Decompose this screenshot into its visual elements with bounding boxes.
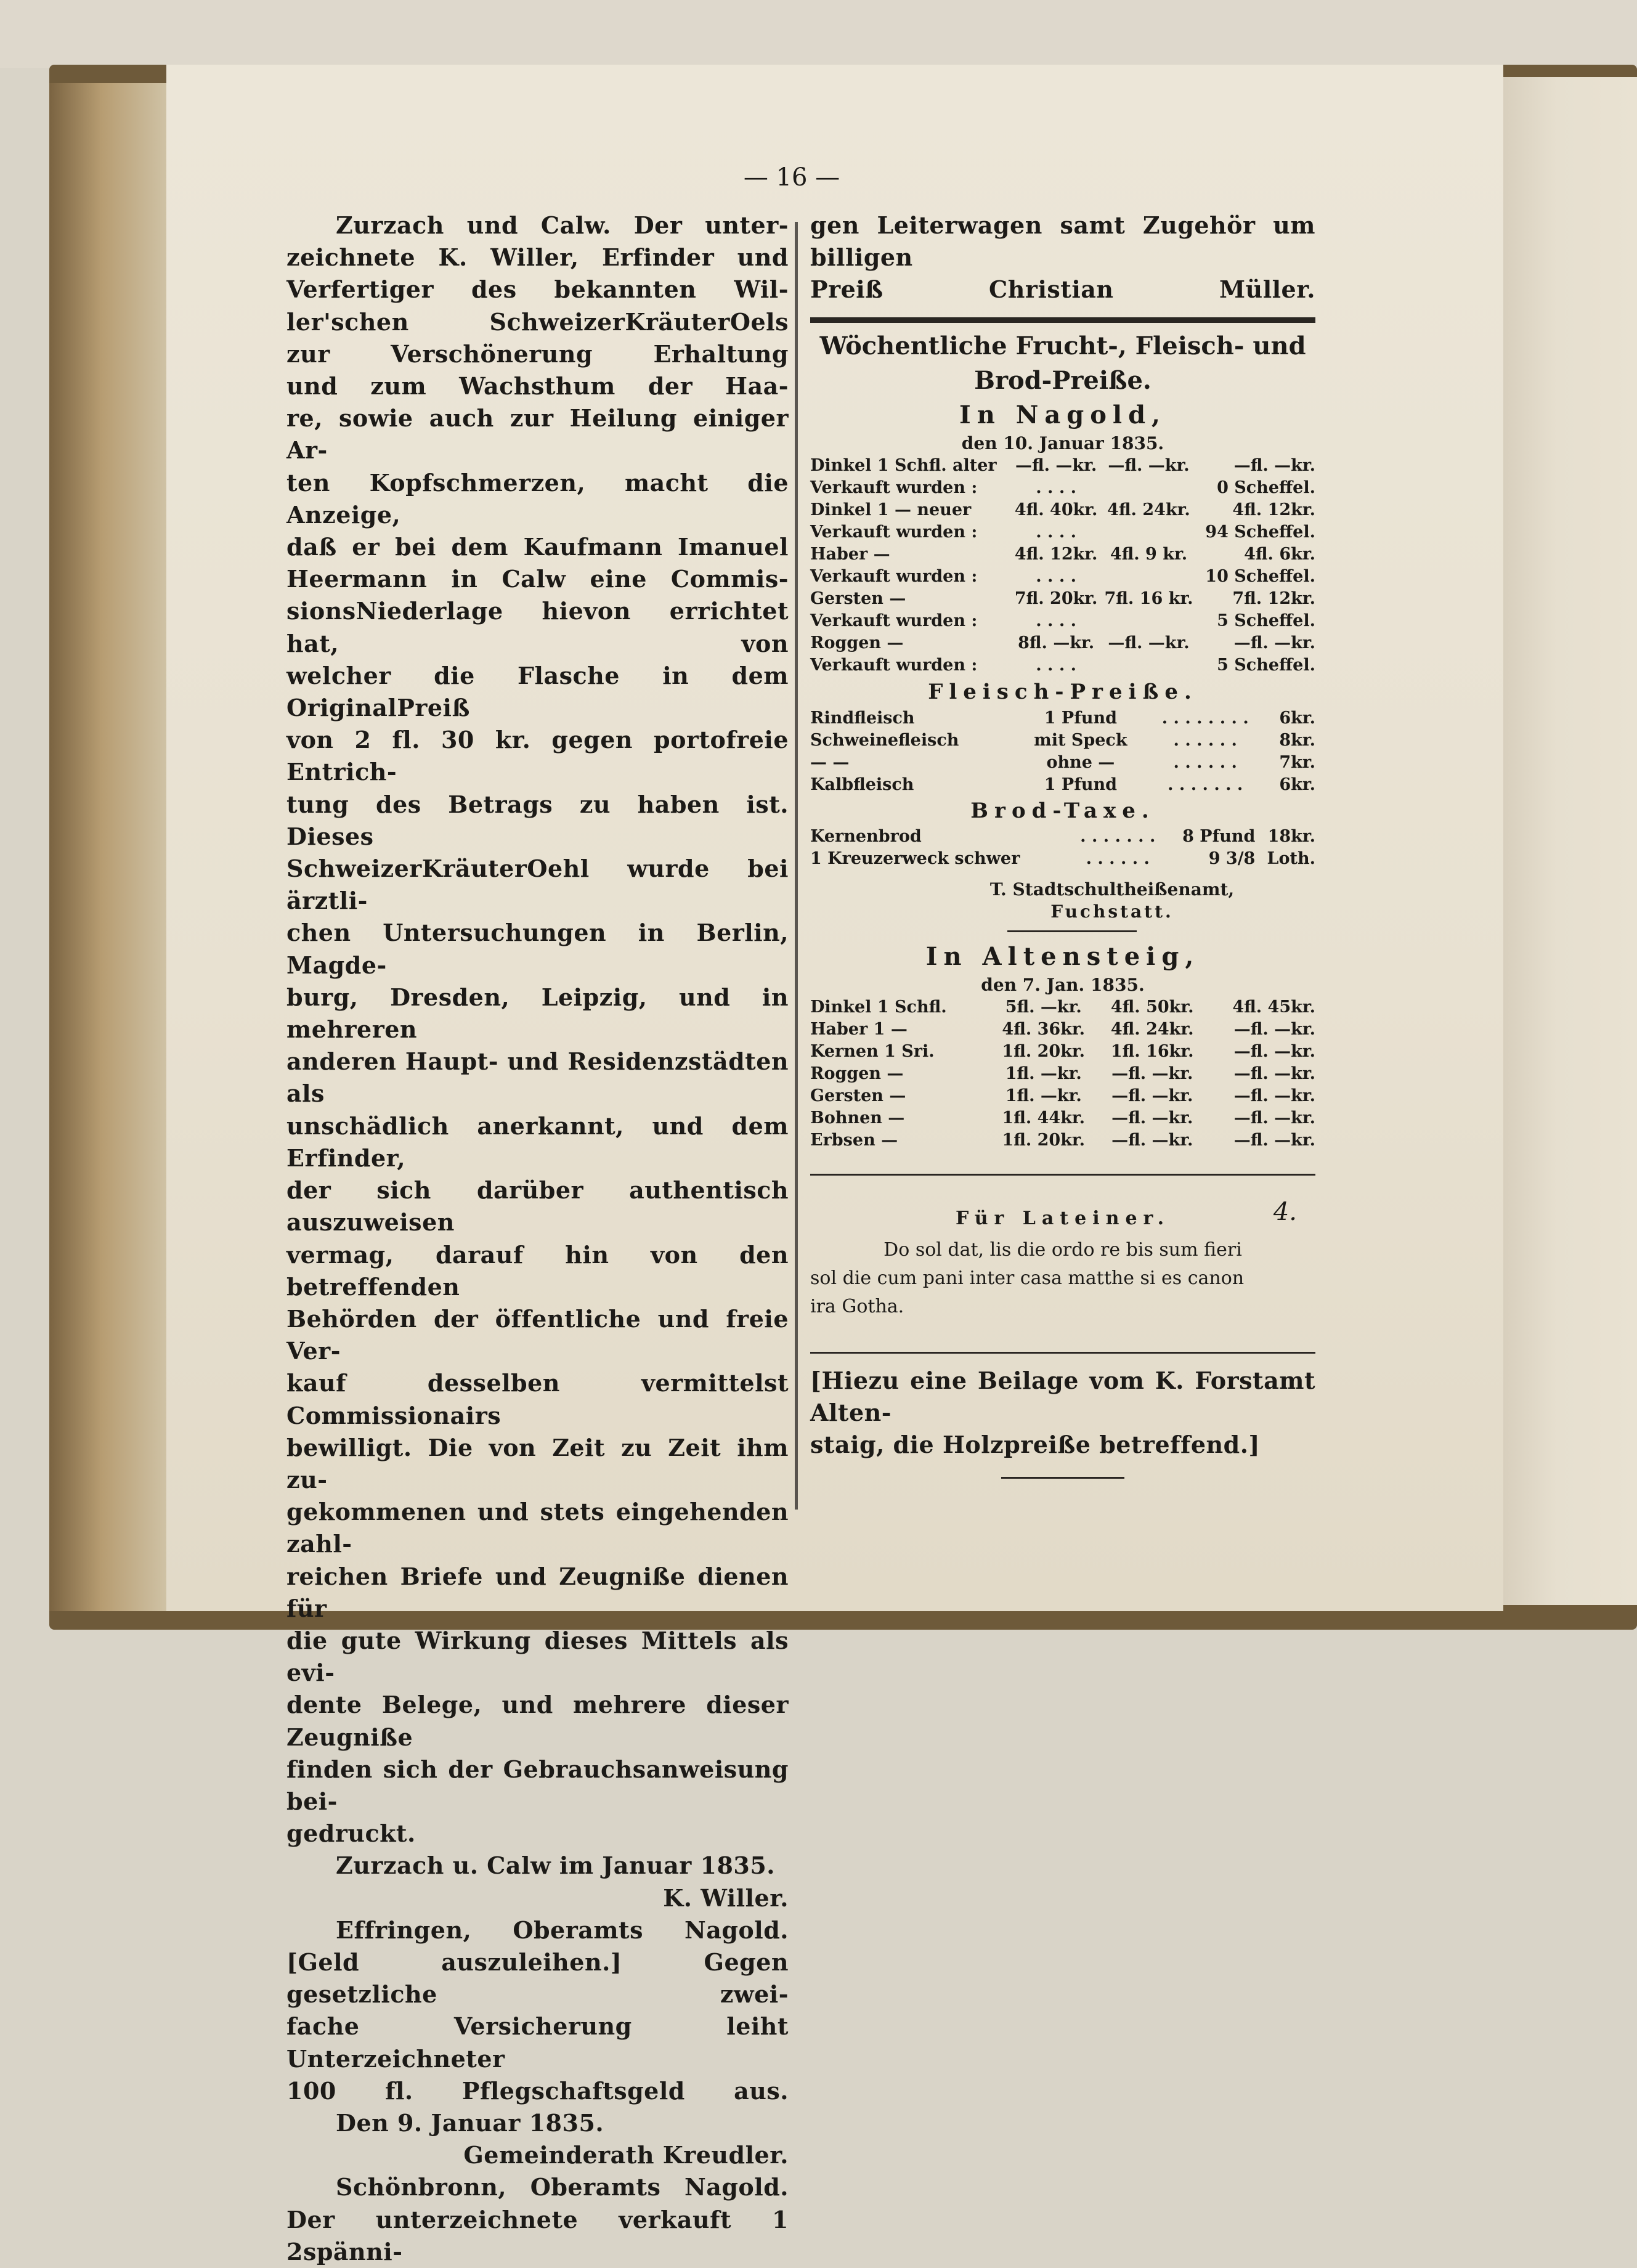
willer-sign-place: Zurzach u. Calw im Januar 1835. xyxy=(336,1851,776,1880)
altensteig-grain-cell: —fl. —kr. xyxy=(1111,1130,1193,1150)
brod-heading: Brod-Taxe. xyxy=(970,798,1155,823)
willer-advertisement-line: die gute Wirkung dieses Mittels als evi- xyxy=(286,1626,789,1687)
meat-price-cell: . . . . . . . xyxy=(1168,774,1243,794)
altensteig-grain-cell: —fl. —kr. xyxy=(1233,1086,1315,1105)
altensteig-grain-cell: 1fl. 20kr. xyxy=(1002,1041,1086,1061)
willer-advertisement-line: der sich darüber authentisch auszuweisen xyxy=(286,1176,789,1237)
nagold-grain-row xyxy=(810,566,1315,588)
willer-advertisement-line: bewilligt. Die von Zeit zu Zeit ihm zu- xyxy=(286,1433,789,1494)
altensteig-grain-cell: —fl. —kr. xyxy=(1233,1108,1315,1128)
latein-line-2: sol die cum pani inter casa matthe si es canon xyxy=(810,1267,1245,1289)
willer-advertisement-line: dente Belege, und mehrere dieser Zeugniße xyxy=(286,1691,789,1751)
nagold-grain-row xyxy=(810,477,1315,499)
willer-advertisement-line: ler'schen SchweizerKräuterOels xyxy=(286,307,789,336)
altensteig-grain-cell: Roggen — xyxy=(810,1063,904,1083)
willer-advertisement-line: burg, Dresden, Leipzig, und in mehreren xyxy=(286,983,789,1044)
effringen-notice xyxy=(286,1914,789,2107)
nagold-heading: In Nagold, xyxy=(959,400,1166,429)
nagold-grain-cell: Verkauft wurden : xyxy=(810,566,978,586)
nagold-grain-cell: 5 Scheffel. xyxy=(1217,655,1315,675)
nagold-office: T. Stadtschultheißenamt, xyxy=(989,879,1235,900)
nagold-grain-row xyxy=(810,455,1315,477)
willer-advertisement-line: kauf desselben vermittelst Commissionairs xyxy=(286,1369,789,1429)
altensteig-grain-table xyxy=(810,996,1315,1152)
nagold-grain-cell: Haber — xyxy=(810,544,890,564)
meat-price-cell: . . . . . . xyxy=(1173,752,1237,772)
meat-price-cell: Rindfleisch xyxy=(810,708,915,728)
willer-advertisement-line: unschädlich anerkannt, und dem Erfinder, xyxy=(286,1112,789,1172)
nagold-grain-cell: Roggen — xyxy=(810,633,904,652)
section-rule-thin xyxy=(810,1174,1315,1176)
meat-price-cell: 7kr. xyxy=(1279,752,1315,772)
nagold-grain-cell: 7fl. 12kr. xyxy=(1232,588,1315,608)
nagold-grain-cell: 4fl. 24kr. xyxy=(1107,500,1190,519)
nagold-grain-cell: 0 Scheffel. xyxy=(1217,478,1315,497)
willer-advertisement-line: ten Kopfschmerzen, macht die Anzeige, xyxy=(286,468,789,529)
latein-number: 4. xyxy=(1273,1197,1297,1226)
willer-advertisement-line: Heermann in Calw eine Commis- xyxy=(286,565,789,593)
altensteig-grain-cell: 4fl. 45kr. xyxy=(1232,997,1315,1017)
backdrop xyxy=(0,0,1637,68)
beilage-line-2: staig, die Holzpreiße betreffend.] xyxy=(810,1431,1260,1459)
nagold-grain-cell xyxy=(1101,521,1196,543)
effringen-signature: Gemeinderath Kreudler. xyxy=(463,2141,789,2169)
nagold-grain-row xyxy=(810,499,1315,521)
willer-advertisement-line: gekommenen und stets eingehenden zahl- xyxy=(286,1498,789,1558)
willer-advertisement-line: reichen Briefe und Zeugniße dienen für xyxy=(286,1562,789,1622)
effringen-notice-line: fache Versicherung leiht Unterzeichneter xyxy=(286,2012,789,2073)
meat-price-row xyxy=(810,707,1315,730)
willer-advertisement xyxy=(286,209,789,1850)
bread-price-cell: 9 3/8 xyxy=(1208,848,1256,868)
schoenbronn-notice-line: Der unterzeichnete verkauft 1 2spänni- xyxy=(286,2205,789,2266)
altensteig-grain-cell: —fl. —kr. xyxy=(1111,1108,1193,1128)
altensteig-grain-cell: —fl. —kr. xyxy=(1111,1063,1193,1083)
nagold-grain-cell: —fl. —kr. xyxy=(1233,633,1315,652)
willer-sign-name: K. Willer. xyxy=(663,1884,789,1912)
beilage-line-1: [Hiezu eine Beilage vom K. Forstamt Alten- xyxy=(810,1366,1315,1426)
willer-advertisement-line: welcher die Flasche in dem OriginalPreiß xyxy=(286,661,789,722)
nagold-grain-cell: Verkauft wurden : xyxy=(810,655,978,675)
column-divider xyxy=(795,222,798,1510)
willer-advertisement-line: SchweizerKräuterOehl wurde bei ärztli- xyxy=(286,855,789,915)
altensteig-grain-cell: —fl. —kr. xyxy=(1233,1063,1315,1083)
meat-price-table xyxy=(810,707,1315,796)
altensteig-grain-row xyxy=(810,1107,1315,1129)
schoenbronn-notice xyxy=(286,2171,789,2268)
meat-price-cell: 1 Pfund xyxy=(1044,708,1117,728)
book-spine xyxy=(49,83,166,1611)
meat-price-cell: 1 Pfund xyxy=(1044,774,1117,794)
bread-price-table xyxy=(810,826,1315,870)
latein-line-1: Do sol dat, lis die ordo re bis sum fieri xyxy=(883,1238,1242,1261)
altensteig-grain-cell: 1fl. 20kr. xyxy=(1002,1130,1086,1150)
altensteig-grain-cell: Dinkel 1 Schfl. xyxy=(810,997,947,1017)
altensteig-grain-row xyxy=(810,1085,1315,1107)
meat-price-cell: . . . . . . . . xyxy=(1161,708,1249,728)
altensteig-grain-cell: —fl. —kr. xyxy=(1233,1041,1315,1061)
prices-subtitle: Brod-Preiße. xyxy=(974,365,1152,395)
meat-price-cell: Schweinefleisch xyxy=(810,730,959,750)
meat-price-cell: 6kr. xyxy=(1279,774,1315,794)
nagold-grain-cell: —fl. —kr. xyxy=(1015,455,1097,475)
meat-price-cell: 8kr. xyxy=(1279,730,1315,750)
bread-price-row xyxy=(810,826,1315,848)
altensteig-grain-cell: 4fl. 24kr. xyxy=(1110,1019,1194,1039)
altensteig-grain-cell: Bohnen — xyxy=(810,1108,905,1128)
bread-price-cell: 1 Kreuzerweck schwer xyxy=(810,848,1020,868)
nagold-grain-cell: 4fl. 9 kr. xyxy=(1110,544,1188,564)
nagold-grain-cell: Gersten — xyxy=(810,588,906,608)
meat-price-cell: Kalbfleisch xyxy=(810,774,914,794)
nagold-grain-cell: . . . . xyxy=(1036,655,1077,675)
effringen-notice-line: 100 fl. Pflegschaftsgeld aus. xyxy=(286,2076,789,2105)
willer-advertisement-line: anderen Haupt- und Residenzstädten als xyxy=(286,1047,789,1108)
short-rule xyxy=(1007,930,1137,932)
willer-advertisement-line: Verfertiger des bekannten Wil- xyxy=(286,275,789,304)
prices-title: Wöchentliche Frucht-, Fleisch- und xyxy=(819,331,1306,360)
nagold-grain-cell xyxy=(1101,566,1196,588)
closing-rule xyxy=(1001,1477,1124,1479)
altensteig-grain-cell: 1fl. 44kr. xyxy=(1002,1108,1086,1128)
bread-price-cell: . . . . . . . xyxy=(1080,826,1156,846)
altensteig-grain-cell: —fl. —kr. xyxy=(1233,1019,1315,1039)
bread-price-cell: . . . . . . xyxy=(1086,848,1150,868)
meat-price-cell: — — xyxy=(810,752,850,772)
willer-advertisement-line: gedruckt. xyxy=(286,1819,416,1848)
nagold-grain-cell: Verkauft wurden : xyxy=(810,522,978,542)
altensteig-grain-cell: Gersten — xyxy=(810,1086,906,1105)
meat-price-cell: . . . . . . xyxy=(1173,730,1237,750)
altensteig-grain-row xyxy=(810,1018,1315,1041)
nagold-grain-cell: . . . . xyxy=(1036,611,1077,630)
altensteig-grain-cell: 1fl. 16kr. xyxy=(1110,1041,1194,1061)
nagold-grain-cell: . . . . xyxy=(1036,566,1077,586)
latein-heading: Für Lateiner. xyxy=(955,1207,1171,1229)
nagold-grain-cell: 7fl. 20kr. xyxy=(1014,588,1098,608)
nagold-grain-cell: . . . . xyxy=(1036,478,1077,497)
willer-advertisement-line: zur Verschönerung Erhaltung xyxy=(286,339,789,368)
willer-advertisement-line: chen Untersuchungen in Berlin, Magde- xyxy=(286,919,789,979)
nagold-grain-cell xyxy=(1101,654,1196,677)
altensteig-grain-cell: —fl. —kr. xyxy=(1111,1086,1193,1105)
willer-advertisement-line: finden sich der Gebrauchsanweisung bei- xyxy=(286,1755,789,1815)
altensteig-grain-cell: Erbsen — xyxy=(810,1130,898,1150)
meat-price-cell: mit Speck xyxy=(1034,730,1127,750)
section-rule-thin-2 xyxy=(810,1352,1315,1354)
altensteig-grain-row xyxy=(810,1129,1315,1152)
effringen-notice-line: Effringen, Oberamts Nagold. xyxy=(336,1916,789,1944)
nagold-grain-row xyxy=(810,543,1315,566)
nagold-grain-row xyxy=(810,588,1315,610)
bread-price-cell: Loth. xyxy=(1267,848,1315,868)
nagold-grain-cell: Dinkel 1 Schfl. alter xyxy=(810,455,997,475)
altensteig-grain-row xyxy=(810,1041,1315,1063)
meat-price-row xyxy=(810,752,1315,774)
nagold-grain-cell: —fl. —kr. xyxy=(1108,633,1190,652)
altensteig-heading: In Altensteig, xyxy=(925,941,1200,971)
altensteig-grain-cell: —fl. —kr. xyxy=(1233,1130,1315,1150)
nagold-official: Fuchstatt. xyxy=(1050,901,1174,922)
willer-advertisement-line: Behörden der öffentliche und freie Ver- xyxy=(286,1304,789,1365)
nagold-grain-row xyxy=(810,632,1315,654)
altensteig-grain-row xyxy=(810,996,1315,1018)
nagold-grain-cell xyxy=(1101,610,1196,632)
schoenbronn-notice-line: Schönbronn, Oberamts Nagold. xyxy=(336,2173,789,2201)
nagold-grain-cell: Verkauft wurden : xyxy=(810,478,978,497)
nagold-grain-cell: 5 Scheffel. xyxy=(1217,611,1315,630)
willer-advertisement-line: tung des Betrags zu haben ist. Dieses xyxy=(286,790,789,850)
nagold-grain-cell: 4fl. 12kr. xyxy=(1232,500,1315,519)
willer-advertisement-line: re, sowie auch zur Heilung einiger Ar- xyxy=(286,404,789,465)
altensteig-grain-cell: 5fl. —kr. xyxy=(1005,997,1082,1017)
meat-price-row xyxy=(810,774,1315,796)
facing-page-edge xyxy=(1503,77,1637,1605)
willer-advertisement-line: vermag, darauf hin von den betreffenden xyxy=(286,1240,789,1301)
right-column xyxy=(810,209,1315,1486)
nagold-grain-cell: 4fl. 6kr. xyxy=(1244,544,1315,564)
left-column xyxy=(286,209,789,2268)
fleisch-heading: Fleisch-Preiße. xyxy=(928,679,1198,704)
nagold-grain-cell: 94 Scheffel. xyxy=(1205,522,1315,542)
nagold-grain-table xyxy=(810,455,1315,677)
meat-price-cell: ohne — xyxy=(1046,752,1115,772)
altensteig-grain-cell: Haber 1 — xyxy=(810,1019,908,1039)
nagold-grain-cell: . . . . xyxy=(1036,522,1077,542)
right-continuation-line-2: Preiß Christian Müller. xyxy=(810,275,1315,304)
nagold-grain-cell: 8fl. —kr. xyxy=(1018,633,1095,652)
altensteig-grain-cell: 4fl. 36kr. xyxy=(1002,1019,1086,1039)
nagold-grain-cell: —fl. —kr. xyxy=(1233,455,1315,475)
willer-advertisement-line: daß er bei dem Kaufmann Imanuel xyxy=(286,533,789,561)
nagold-date: den 10. Januar 1835. xyxy=(961,433,1164,453)
nagold-grain-cell: Dinkel 1 — neuer xyxy=(810,500,972,519)
willer-advertisement-line: sionsNiederlage hievon errichtet hat, von xyxy=(286,597,789,657)
nagold-grain-cell: 4fl. 40kr. xyxy=(1014,500,1098,519)
nagold-grain-row xyxy=(810,654,1315,677)
page-number: — 16 — xyxy=(743,163,840,192)
altensteig-grain-cell: 1fl. —kr. xyxy=(1005,1063,1082,1083)
altensteig-grain-cell: 1fl. —kr. xyxy=(1005,1086,1082,1105)
nagold-grain-cell xyxy=(1101,477,1196,499)
altensteig-grain-row xyxy=(810,1063,1315,1085)
meat-price-row xyxy=(810,730,1315,752)
bread-price-cell: Kernenbrod xyxy=(810,826,922,846)
latein-line-3: ira Gotha. xyxy=(810,1295,904,1317)
altensteig-grain-cell: 4fl. 50kr. xyxy=(1110,997,1194,1017)
willer-advertisement-line: und zum Wachsthum der Haa- xyxy=(286,372,789,400)
nagold-grain-cell: 10 Scheffel. xyxy=(1205,566,1315,586)
bread-price-row xyxy=(810,848,1315,870)
nagold-grain-row xyxy=(810,610,1315,632)
section-rule xyxy=(810,317,1315,323)
right-continuation-line-1: gen Leiterwagen samt Zugehör um billigen xyxy=(810,211,1315,272)
bread-price-cell: 8 Pfund xyxy=(1182,826,1256,846)
effringen-date: Den 9. Januar 1835. xyxy=(336,2108,604,2137)
bread-price-cell: 18kr. xyxy=(1267,826,1315,846)
willer-advertisement-line: zeichnete K. Willer, Erfinder und xyxy=(286,243,789,272)
nagold-grain-row xyxy=(810,521,1315,543)
meat-price-cell: 6kr. xyxy=(1279,708,1315,728)
effringen-notice-line: [Geld auszuleihen.] Gegen gesetzliche zwei- xyxy=(286,1948,789,2009)
nagold-grain-cell: 7fl. 16 kr. xyxy=(1104,588,1193,608)
altensteig-date: den 7. Jan. 1835. xyxy=(981,974,1145,995)
altensteig-grain-cell: Kernen 1 Sri. xyxy=(810,1041,935,1061)
willer-advertisement-line: von 2 fl. 30 kr. gegen portofreie Entrich- xyxy=(286,726,789,786)
nagold-grain-cell: Verkauft wurden : xyxy=(810,611,978,630)
nagold-grain-cell: —fl. —kr. xyxy=(1108,455,1190,475)
nagold-grain-cell: 4fl. 12kr. xyxy=(1014,544,1098,564)
willer-advertisement-line: Zurzach und Calw. Der unter- xyxy=(336,211,789,239)
